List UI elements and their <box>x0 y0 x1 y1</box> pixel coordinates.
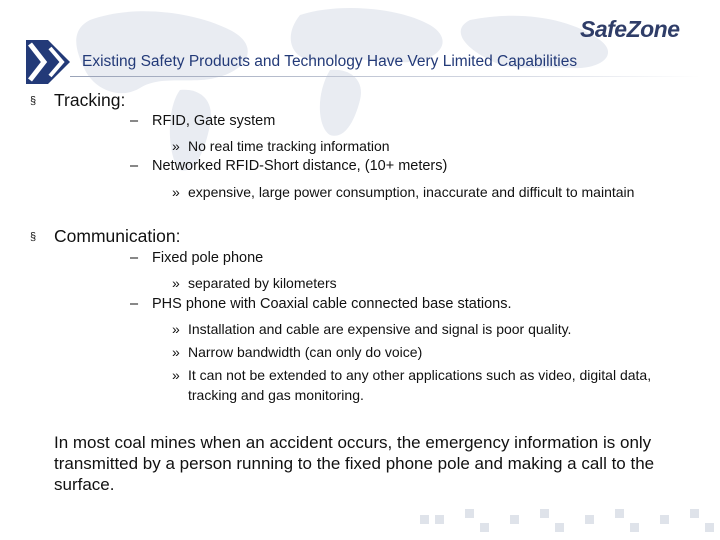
sub-list-item: » It can not be extended to any other applications such as video, digital data, tracking and gas monitoring. <box>172 367 652 403</box>
list-item: – Fixed pole phone <box>130 250 264 266</box>
sub-list-item: » Narrow bandwidth (can only do voice) <box>172 344 423 360</box>
list-item: – PHS phone with Coaxial cable connected base stations. <box>130 296 512 312</box>
section-bullet-icon: § <box>30 231 37 243</box>
title-divider <box>70 76 700 77</box>
sub-list-item: » expensive, large power consumption, inaccurate and difficult to maintain <box>172 184 635 200</box>
summary-statement: In most coal mines when an accident occurs, the emergency information is only transmitted by a person running to the fixed phone pole and making a call to the surface. <box>54 433 655 494</box>
section-heading-communication: § Communication: <box>30 226 181 246</box>
company-logo: SafeZone <box>580 16 680 42</box>
list-item: – Networked RFID-Short distance, (10+ meters) <box>130 158 448 174</box>
sub-list-item: » separated by kilometers <box>172 275 337 291</box>
sub-list-item: » No real time tracking information <box>172 138 390 154</box>
sub-list-item: » Installation and cable are expensive and signal is poor quality. <box>172 321 572 337</box>
slide-title: Existing Safety Products and Technology Have Very Limited Capabilities <box>82 53 578 70</box>
double-chevron-icon <box>26 36 76 88</box>
list-item: – RFID, Gate system <box>130 113 276 129</box>
section-heading-tracking: § Tracking: <box>30 90 126 110</box>
section-bullet-icon: § <box>30 95 37 107</box>
